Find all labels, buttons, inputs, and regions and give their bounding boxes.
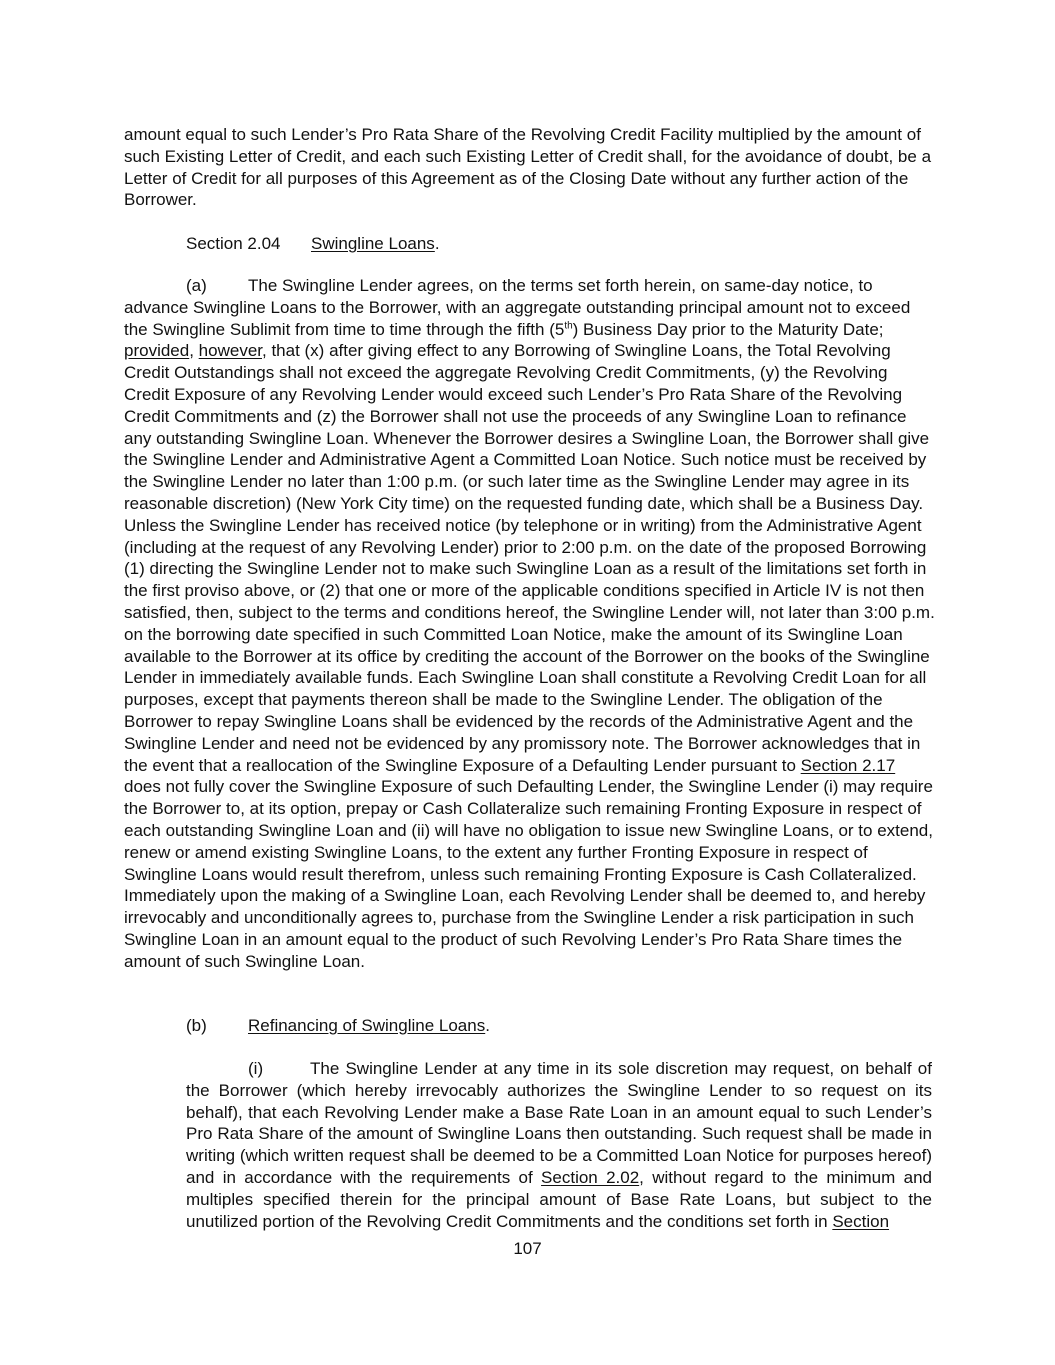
section-title: Swingline Loans: [311, 234, 435, 253]
subsection-b-heading: [186, 1015, 490, 1037]
clause-i-text-2: , without regard to the minimum and multiples specified therein for the principal amount of Base Rate Loans, but subject to the unutilized portion of the Revolving Credit Commitments and the conditions set forth in: [186, 1167, 932, 1231]
section-title-suffix: .: [434, 234, 440, 253]
subsection-b-title: Refinancing of Swingline Loans: [248, 1016, 486, 1035]
subsection-b-label: (b): [186, 1016, 207, 1035]
subsection-a-paragraph: [124, 275, 936, 973]
section-heading: [186, 233, 440, 255]
section-2-02-reference: Section 2.02: [541, 1167, 640, 1187]
ordinal-superscript: th: [564, 319, 573, 331]
section-2-17-reference: Section 2.17: [800, 755, 896, 775]
section-number: Section 2.04: [186, 234, 281, 253]
however-term: however: [198, 341, 262, 361]
subsection-a-label: (a): [186, 276, 207, 295]
comma-separator: ,: [189, 341, 199, 361]
section-reference-tail: Section: [832, 1211, 890, 1231]
subsection-a-text-3: , that (x) after giving effect to any Borrowing of Swingline Loans, the Total Revolving Credit Outstandings shall not exceed the aggregate Revolving Credit Commitments, (y) the Revolving Credit Exposure of any Revolving Lender would exceed such Lender’s Pro Rata Share of the Revolving Credit Commitments and (z) the Borrower shall not use the proceeds of any Swingline Loan to refinance any outstanding Swingline Loan. Whenever the Borrower desires a Swingline Loan, the Borrower shall give the Swingline Lender and Administrative Agent a Committed Loan Notice. Such notice must be received by the Swingline Lender no later than 1:00 p.m. (or such later time as the Swingline Lender may agree in its reasonable discretion) (New York City time) on the requested funding date, which shall be a Business Day. Unless the Swingline Lender has received notice (by telephone or in writing) from the Administrative Agent (including at the request of any Revolving Lender) prior to 2:00 p.m. on the date of the proposed Borrowing (1) directing the Swingline Lender not to make such Swingline Loan as a result of the limitations set forth in the first proviso above, or (2) that one or more of the applicable conditions specified in Article IV is not then satisfied, then, subject to the terms and conditions hereof, the Swingline Lender will, not later than 3:00 p.m. on the borrowing date specified in such Committed Loan Notice, make the amount of its Swingline Loan available to the Borrower at its office by crediting the account of the Borrower on the books of the Swingline Lender in immediately available funds. Each Swingline Loan shall constitute a Revolving Credit Loan for all purposes, except that payments thereon shall be made to the Swingline Lender. The obligation of the Borrower to repay Swingline Loans shall be evidenced by the records of the Administrative Agent and the Swingline Lender and need not be evidenced by any promissory note. The Borrower acknowledges that in the event that a reallocation of the Swingline Exposure of a Defaulting Lender pursuant to: [124, 341, 935, 775]
provided-term: provided: [124, 341, 190, 361]
intro-paragraph: amount equal to such Lender’s Pro Rata Share of the Revolving Credit Facility multiplied by the amount of such Existing Letter of Credit, and each such Existing Letter of Credit shall, for the avoidance of doubt, be a Letter of Credit for all purposes of this Agreement as of the Closing Date without any further action of the Borrower.: [124, 125, 932, 210]
clause-i-text-1: The Swingline Lender at any time in its sole discretion may request, on behalf of the Borrower (which hereby irrevocably authorizes the Swingline Lender to so request on its behalf), that each Revolving Lender make a Base Rate Loan in an amount equal to such Lender’s Pro Rata Share of the amount of Swingline Loans then outstanding. Such request shall be made in writing (which written request shall be deemed to be a Committed Loan Notice for purposes hereof) and in accordance with the requirements of: [186, 1059, 932, 1187]
subsection-a-text-1: The Swingline Lender agrees, on the terms set forth herein, on same-day notice, to advance Swingline Loans to the Borrower, with an aggregate outstanding principal amount not to exceed the Swingline Sublimit from time to time through the fifth (5: [124, 276, 911, 339]
clause-i-paragraph: [186, 1058, 932, 1232]
subsection-a-text-2: ) Business Day prior to the Maturity Date;: [572, 319, 884, 339]
page-number: 107: [513, 1239, 542, 1258]
subsection-a-text-4: does not fully cover the Swingline Exposure of such Defaulting Lender, the Swingline Lender (i) may require the Borrower to, at its option, prepay or Cash Collateralize such remaining Fronting Exposure in respect of each outstanding Swingline Loan and (ii) will have no obligation to issue new Swingline Loans, or to extend, renew or amend existing Swingline Loans, to the extent any further Fronting Exposure in respect of Swingline Loans would result therefrom, unless such remaining Fronting Exposure is Cash Collateralized. Immediately upon the making of a Swingline Loan, each Revolving Lender shall be deemed to, and hereby irrevocably and unconditionally agrees to, purchase from the Swingline Lender a risk participation in such Swingline Loan in an amount equal to the product of such Revolving Lender’s Pro Rata Share times the amount of such Swingline Loan.: [124, 777, 933, 971]
clause-i-label: (i): [248, 1059, 264, 1078]
subsection-b-title-suffix: .: [485, 1016, 490, 1035]
